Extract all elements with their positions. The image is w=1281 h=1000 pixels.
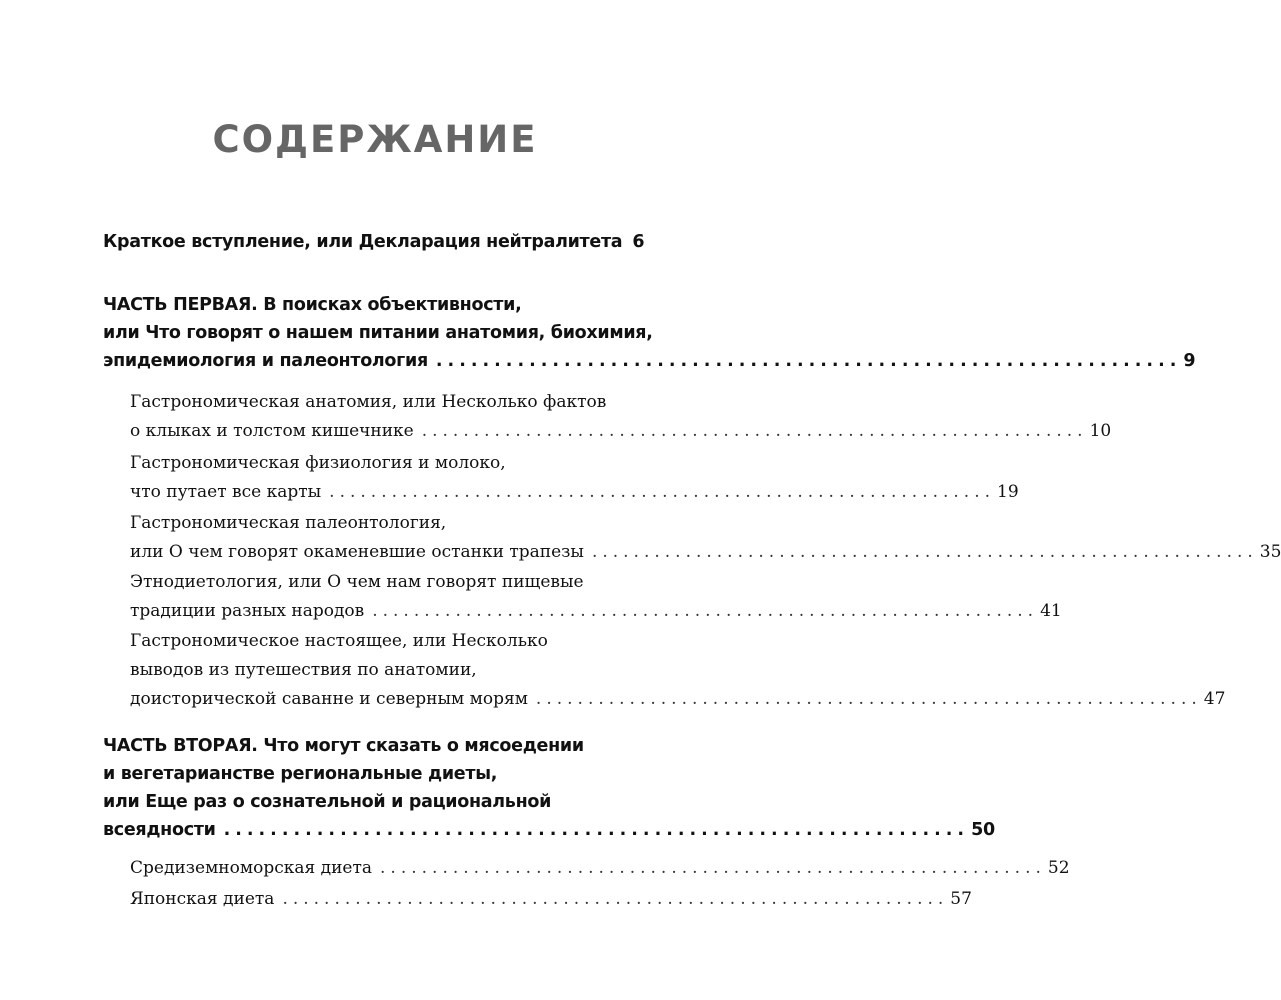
toc-entry-text: или Еще раз о сознательной и рациональной bbox=[103, 792, 552, 812]
page-number: 19 bbox=[997, 482, 1019, 502]
toc-entry-line bbox=[103, 347, 1196, 375]
page-number: 41 bbox=[1040, 601, 1062, 621]
toc-entry-line bbox=[130, 685, 1226, 714]
dot-leader: ................................................................ bbox=[591, 542, 1258, 562]
dot-leader: ................................................................ bbox=[223, 820, 970, 840]
toc-entry-text: доисторической саванне и северным морям bbox=[130, 689, 528, 709]
toc-entry-text: о клыках и толстом кишечнике bbox=[130, 421, 414, 441]
dot-leader: ................................................................ bbox=[372, 601, 1039, 621]
toc-entry-text: Гастрономическая анатомия, или Несколько фактов bbox=[130, 392, 607, 412]
toc-entry-line bbox=[130, 538, 1281, 567]
toc-entry-text: что путает все карты bbox=[130, 482, 322, 502]
toc-entry-text: Гастрономическое настоящее, или Несколько bbox=[130, 631, 548, 651]
toc-entry-paleontology bbox=[130, 509, 1281, 567]
toc-entry-line bbox=[130, 417, 1112, 446]
toc-entry-intro bbox=[103, 228, 643, 256]
page-number: 10 bbox=[1089, 421, 1112, 441]
page-title: СОДЕРЖАНИЕ bbox=[212, 118, 538, 161]
toc-entry-japanese bbox=[130, 885, 972, 914]
toc-entry-text: Гастрономическая палеонтология, bbox=[130, 513, 447, 533]
dot-leader: ................................................................ bbox=[329, 482, 996, 502]
toc-entry-line bbox=[103, 228, 643, 256]
dot-leader: ................................................................ bbox=[282, 889, 949, 909]
toc-entry-line bbox=[130, 885, 972, 914]
toc-entry-text: всеядности bbox=[103, 820, 216, 840]
toc-entry-part-two bbox=[103, 732, 995, 844]
dot-leader: ................................................................ bbox=[380, 858, 1046, 878]
toc-entry-text: Краткое вступление, или Декларация нейтралитета bbox=[103, 232, 623, 252]
toc-entry-anatomy bbox=[130, 388, 1112, 446]
toc-entry-text: эпидемиология и палеонтология bbox=[103, 351, 428, 371]
toc-entry-mediterranean bbox=[130, 854, 1070, 883]
page-number: 50 bbox=[971, 820, 995, 840]
toc-entry-text: Гастрономическая физиология и молоко, bbox=[130, 453, 506, 473]
page-number: 35 bbox=[1259, 542, 1281, 562]
toc-entry-part-one bbox=[103, 291, 1196, 375]
dot-leader: ................................................................ bbox=[435, 351, 1182, 371]
toc-entry-text: традиции разных народов bbox=[130, 601, 365, 621]
page-number: 9 bbox=[1183, 351, 1196, 371]
page-number: 52 bbox=[1047, 858, 1070, 878]
toc-entry-line bbox=[130, 597, 1062, 626]
toc-entry-ethnodietology bbox=[130, 568, 1062, 626]
page-number: 47 bbox=[1203, 689, 1226, 709]
toc-entry-text: или О чем говорят окаменевшие останки трапезы bbox=[130, 542, 584, 562]
dot-leader: ................................................................ bbox=[535, 689, 1202, 709]
toc-entry-line bbox=[103, 816, 995, 844]
toc-entry-text: выводов из путешествия по анатомии, bbox=[130, 660, 477, 680]
toc-entry-text: Японская диета bbox=[130, 889, 275, 909]
toc-entry-physiology bbox=[130, 449, 1019, 507]
page-number: 6 bbox=[632, 232, 645, 252]
toc-entry-line bbox=[130, 854, 1070, 883]
toc-entry-text: Этнодиетология, или О чем нам говорят пищевые bbox=[130, 572, 584, 592]
toc-entry-line bbox=[130, 478, 1019, 507]
toc-entry-text: ЧАСТЬ ВТОРАЯ. Что могут сказать о мясоедении bbox=[103, 736, 584, 756]
page-number: 57 bbox=[950, 889, 972, 909]
toc-entry-text: и вегетарианстве региональные диеты, bbox=[103, 764, 498, 784]
toc-entry-text: или Что говорят о нашем питании анатомия, биохимия, bbox=[103, 323, 653, 343]
dot-leader: ................................................................ bbox=[421, 421, 1088, 441]
toc-entry-present bbox=[130, 627, 1226, 714]
toc-entry-text: Средиземноморская диета bbox=[130, 858, 373, 878]
toc-entry-text: ЧАСТЬ ПЕРВАЯ. В поисках объективности, bbox=[103, 295, 522, 315]
